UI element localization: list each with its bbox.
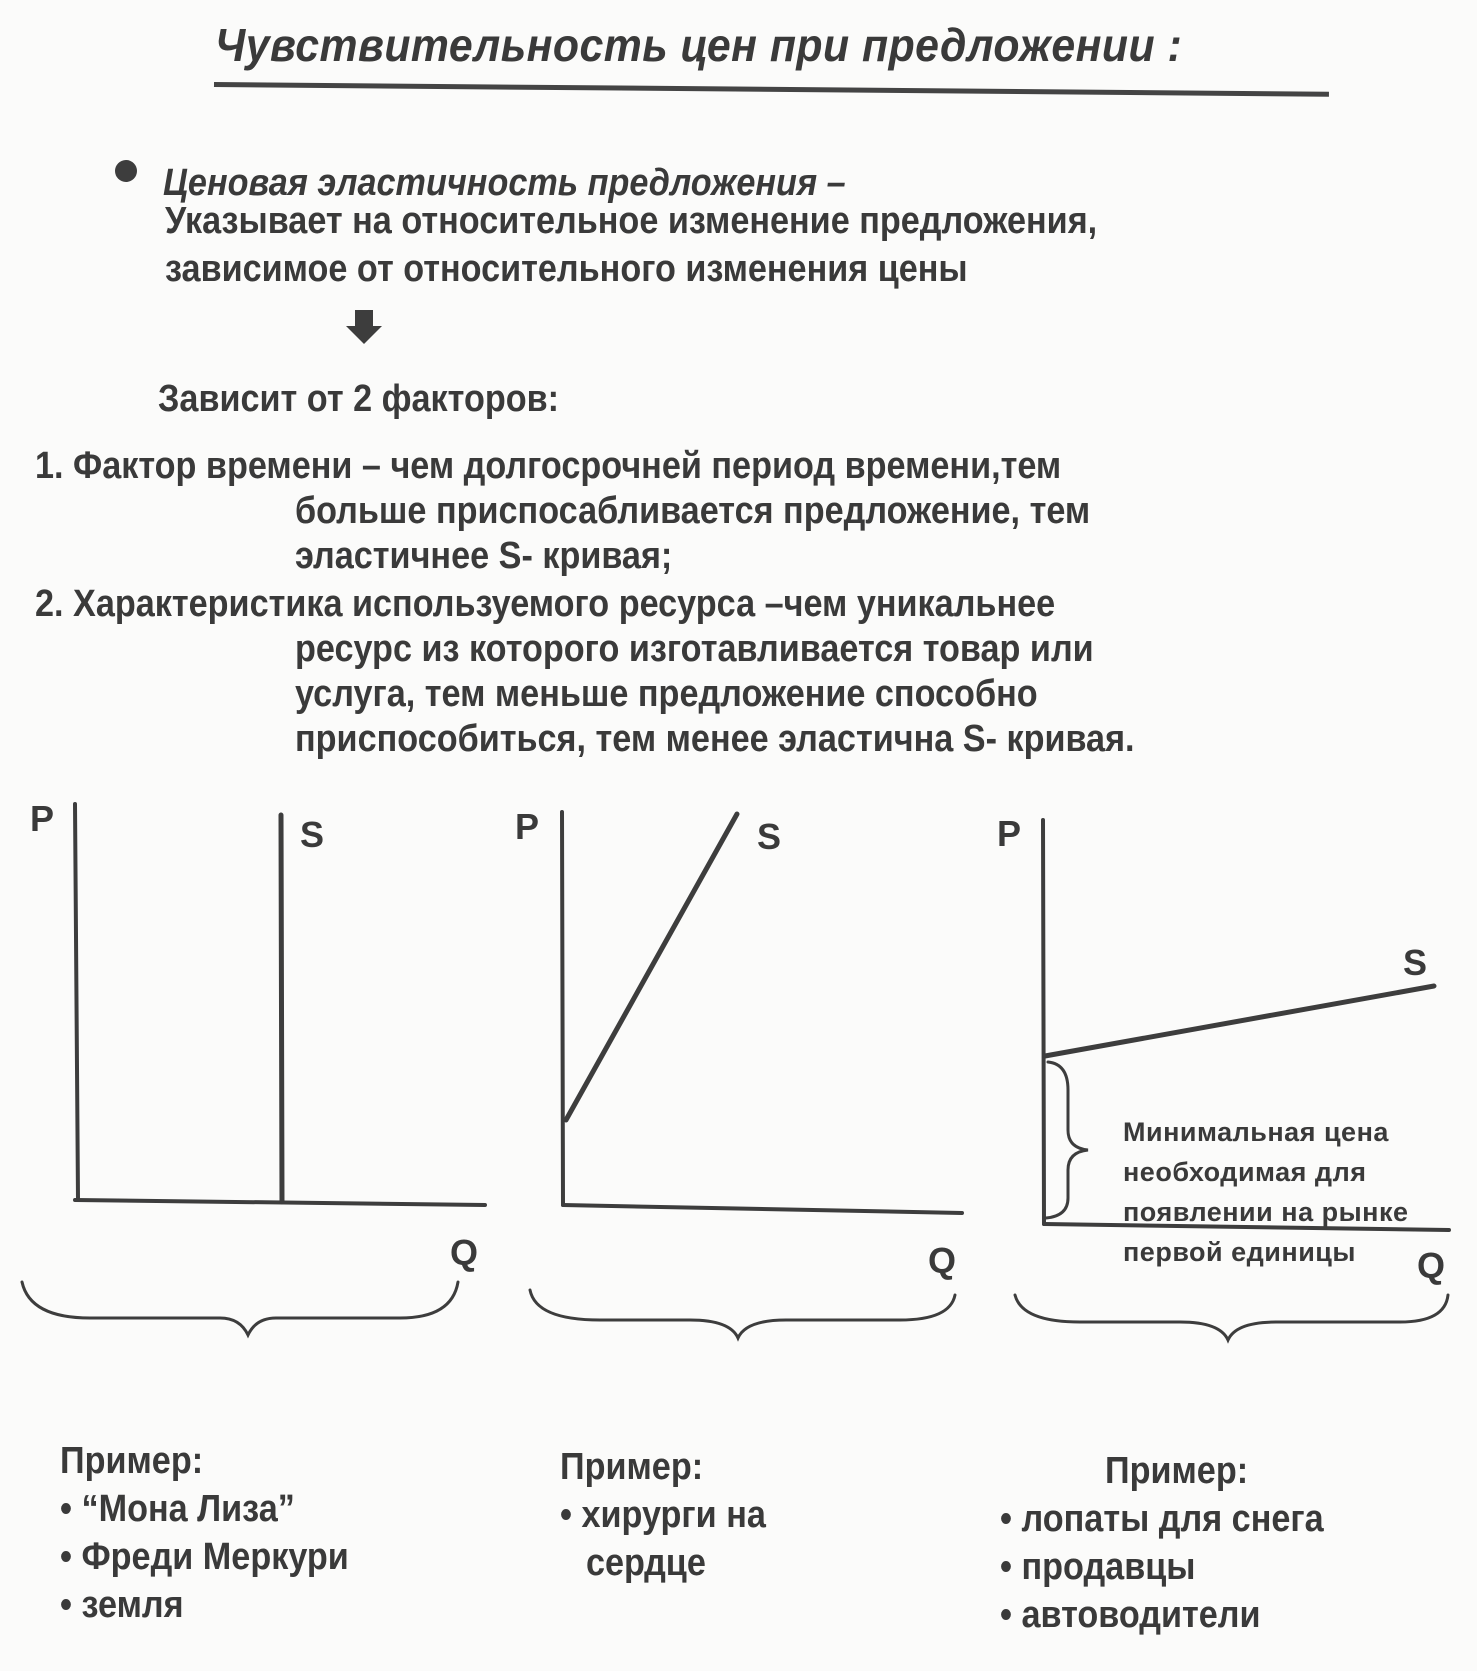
definition-term: Ценовая эластичность предложения – bbox=[163, 162, 846, 204]
diagram-3-y-axis bbox=[1043, 820, 1044, 1224]
diagram-3-x-label: Q bbox=[1417, 1245, 1446, 1286]
diagram-1-x-label: Q bbox=[450, 1232, 479, 1273]
example-1-item: • “Мона Лиза” bbox=[60, 1488, 295, 1530]
note-line: необходимая для bbox=[1123, 1157, 1367, 1187]
factor-2-line: 2. Характеристика используемого ресурса –чем уникальнее bbox=[35, 583, 1056, 625]
note-line: появлении на рынке bbox=[1123, 1197, 1409, 1227]
depends-heading: Зависит от 2 факторов: bbox=[158, 378, 560, 420]
example-2-item: • хирурги на bbox=[560, 1494, 766, 1536]
diagram-2-x-label: Q bbox=[928, 1240, 957, 1281]
example-3-title: Пример: bbox=[1105, 1450, 1249, 1492]
example-2-item: сердце bbox=[586, 1542, 706, 1584]
factor-2-line: ресурс из которого изготавливается товар или bbox=[295, 628, 1094, 670]
diagram-1-brace bbox=[22, 1282, 458, 1335]
definition-line: зависимое от относительного изменения цены bbox=[165, 248, 968, 290]
factor-1-line: 1. Фактор времени – чем долгосрочней период времени,тем bbox=[35, 445, 1062, 487]
min-price-note bbox=[1123, 1112, 1408, 1272]
note-line: Минимальная цена bbox=[1123, 1117, 1389, 1147]
diagram-1-y-axis bbox=[75, 804, 78, 1200]
diagram-3-y-label: P bbox=[997, 813, 1022, 854]
factor-2-line: приспособиться, тем менее эластична S- кривая. bbox=[295, 718, 1135, 760]
diagram-1-y-label: P bbox=[30, 798, 55, 839]
diagram-2-x-axis bbox=[563, 1205, 962, 1213]
bullet-icon bbox=[115, 160, 137, 182]
down-arrow-icon bbox=[344, 310, 384, 351]
note-line: первой единицы bbox=[1123, 1237, 1356, 1267]
example-1-item: • Фреди Меркури bbox=[60, 1536, 349, 1578]
diagram-2-brace bbox=[530, 1290, 955, 1338]
factor-1-line: эластичнее S- кривая; bbox=[295, 535, 673, 577]
diagram-1-supply-curve bbox=[281, 815, 282, 1202]
factor-2-line: услуга, тем меньше предложение способно bbox=[295, 673, 1038, 715]
example-3-item: • автоводители bbox=[1000, 1594, 1261, 1636]
example-3-item: • лопаты для снега bbox=[1000, 1498, 1324, 1540]
diagram-3-supply-curve bbox=[1045, 986, 1434, 1056]
diagram-3-min-price-brace bbox=[1046, 1062, 1088, 1218]
diagram-2-y-axis bbox=[562, 812, 563, 1205]
diagram-3-curve-label: S bbox=[1403, 942, 1428, 983]
example-3-item: • продавцы bbox=[1000, 1546, 1196, 1588]
example-1-title: Пример: bbox=[60, 1440, 204, 1482]
diagram-2-y-label: P bbox=[515, 806, 540, 847]
diagram-3-brace bbox=[1015, 1295, 1448, 1340]
diagram-2-supply-curve bbox=[566, 814, 737, 1120]
example-2-title: Пример: bbox=[560, 1446, 704, 1488]
page-title: Чувствительность цен при предложении : bbox=[215, 19, 1183, 71]
title-underline bbox=[214, 82, 1329, 97]
factor-1-line: больше приспосабливается предложение, тем bbox=[295, 490, 1091, 532]
diagram-2-curve-label: S bbox=[757, 816, 782, 857]
example-1-item: • земля bbox=[60, 1584, 184, 1626]
definition-line: Указывает на относительное изменение предложения, bbox=[165, 200, 1098, 242]
diagram-1-curve-label: S bbox=[300, 814, 325, 855]
